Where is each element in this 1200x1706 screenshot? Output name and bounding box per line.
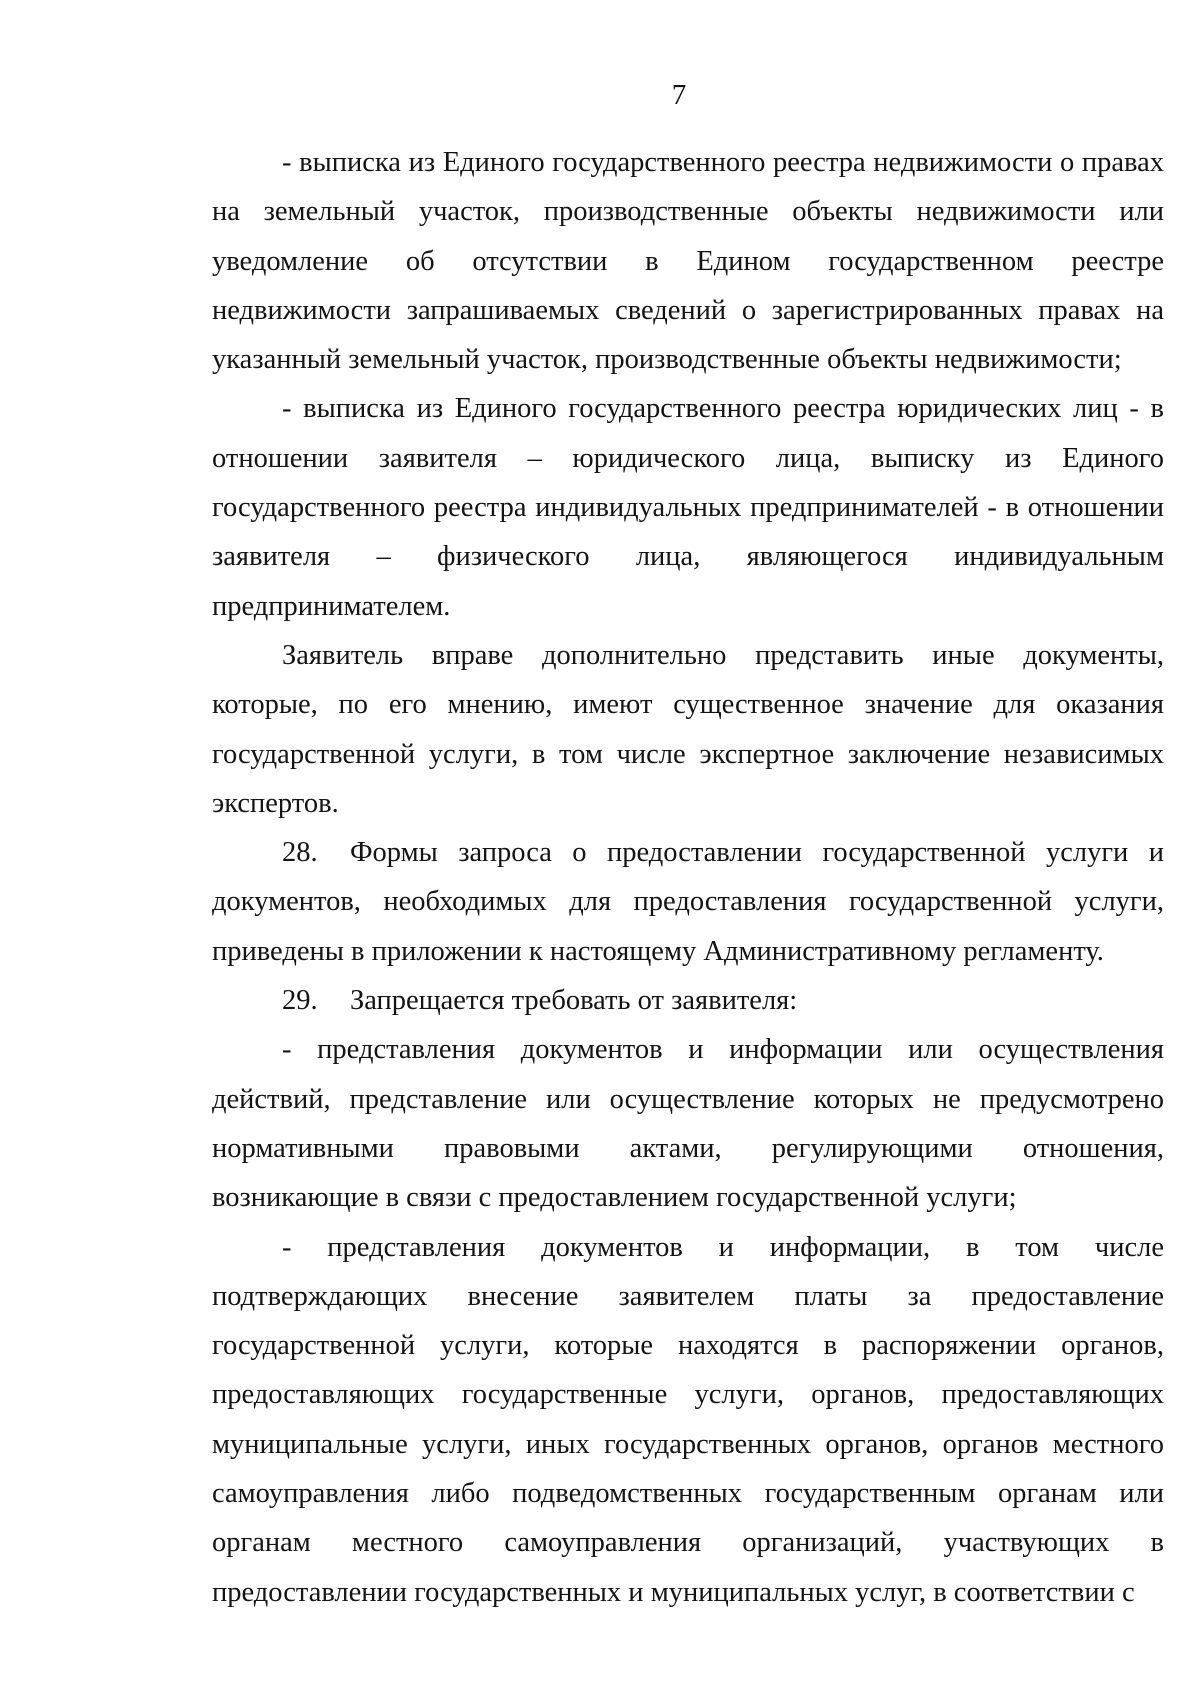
paragraph-extract-real-estate-registry: - выписка из Единого государственного реестра недвижимости о правах на земельный участок, производственные объекты недвижимости или уведомление об отсутствии в Едином государственном реестре недвижимости запрашиваемых сведений о зарегистрированных правах на указанный земельный участок, производственные объекты недвижимости; <box>212 147 1164 376</box>
item-text: Формы запроса о предоставлении государственной услуги и документов, необходимых для предоставления государственной услуги, приведены в приложении к настоящему Административному регламенту. <box>212 837 1164 967</box>
page-number: 7 <box>671 79 687 111</box>
item-text: Запрещается требовать от заявителя: <box>350 985 798 1017</box>
item-number: 28. <box>282 837 318 869</box>
paragraph-item-29 <box>212 976 1164 1025</box>
paragraph-item-28 <box>212 828 1164 976</box>
document-body <box>212 138 1164 1617</box>
paragraph-prohibited-requirements-1: - представления документов и информации или осуществления действий, представление или осуществление которых не предусмотрено нормативными правовыми актами, регулирующими отношения, возникающие в связи с предоставлением государственной услуги; <box>212 1034 1164 1214</box>
item-number: 29. <box>282 985 318 1017</box>
paragraph-prohibited-requirements-2: - представления документов и информации, в том числе подтверждающих внесение заявителем платы за предоставление государственной услуги, которые находятся в распоряжении органов, предоставляющих государственные услуги, органов, предоставляющих муниципальные услуги, иных государственных органов, органов местного самоуправления либо подведомственных государственным органам или органам местного самоуправления организаций, участвующих в предоставлении государственных и муниципальных услуг, в соответствии с <box>212 1231 1164 1608</box>
paragraph-extract-legal-entities-registry: - выписка из Единого государственного реестра юридических лиц - в отношении заявителя – юридического лица, выписку из Единого государственного реестра индивидуальных предпринимателей - в отношении заявителя – физического лица, являющегося индивидуальным предпринимателем. <box>212 393 1164 622</box>
paragraph-additional-documents: Заявитель вправе дополнительно представить иные документы, которые, по его мнению, имеют существенное значение для оказания государственной услуги, в том числе экспертное заключение независимых экспертов. <box>212 639 1164 819</box>
